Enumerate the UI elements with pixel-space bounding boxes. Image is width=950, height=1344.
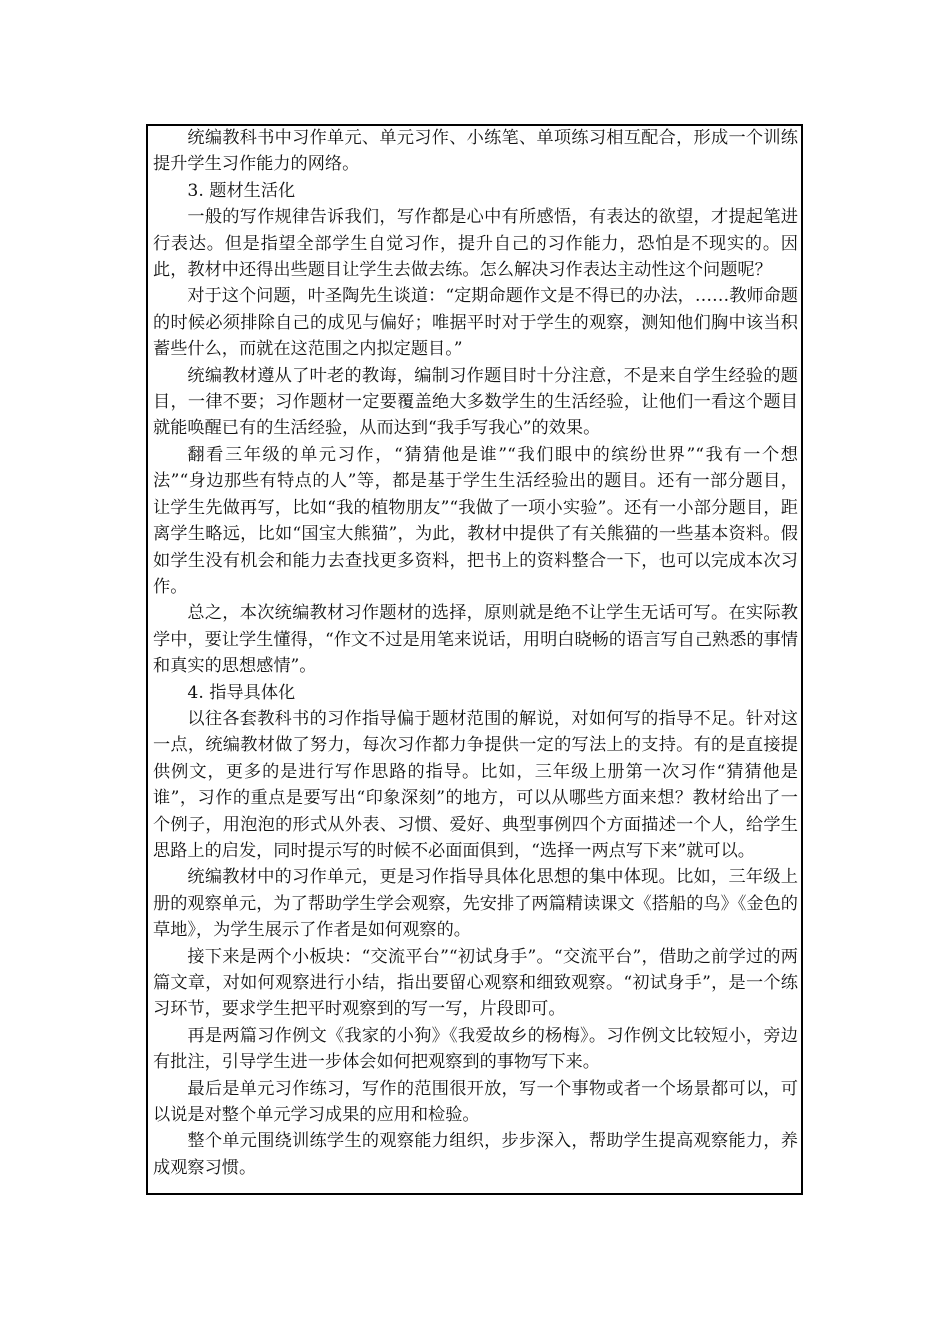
paragraph: 再是两篇习作例文《我家的小狗》《我爱故乡的杨梅》。习作例文比较短小，旁边有批注，引导学生进一步体会如何把观察到的事物写下来。 (153, 1025, 798, 1073)
paragraph: 统编教材遵从了叶老的教诲，编制习作题目时十分注意，不是来自学生经验的题目，一律不要；习作题材一定要覆盖绝大多数学生的生活经验，让他们一看这个题目就能唤醒已有的生活经验，从而达到“我手写我心”的效果。 (153, 365, 798, 439)
paragraph: 对于这个问题，叶圣陶先生谈道：“定期命题作文是不得已的办法，……教师命题的时候必须排除自己的成见与偏好；唯据平时对于学生的观察，测知他们胸中该当积蓄些什么，而就在这范围之内拟定题目。” (153, 286, 798, 360)
section-heading: 4. 指导具体化 (187, 682, 296, 703)
paragraph: 总之，本次统编教材习作题材的选择，原则就是绝不让学生无话可写。在实际教学中，要让学生懂得，“作文不过是用笔来说话，用明白晓畅的语言写自己熟悉的事情和真实的思想感情”。 (153, 603, 798, 677)
paragraph: 统编教材中的习作单元，更是习作指导具体化思想的集中体现。比如，三年级上册的观察单元，为了帮助学生学会观察，先安排了两篇精读课文《搭船的鸟》《金色的草地》，为学生展示了作者是如何观察的。 (153, 867, 798, 941)
paragraph: 统编教科书中习作单元、单元习作、小练笔、单项练习相互配合，形成一个训练提升学生习作能力的网络。 (153, 128, 798, 175)
paragraph: 一般的写作规律告诉我们，写作都是心中有所感悟，有表达的欲望，才提起笔进行表达。但是指望全部学生自觉习作，提升自己的习作能力，恐怕是不现实的。因此，教材中还得出些题目让学生去做去练。怎么解决习作表达主动性这个问题呢？ (153, 207, 798, 281)
paragraph: 接下来是两个小板块：“交流平台”“初试身手”。“交流平台”，借助之前学过的两篇文章，对如何观察进行小结，指出要留心观察和细致观察。“初试身手”，是一个练习环节，要求学生把平时观察到的写一写，片段即可。 (153, 946, 798, 1020)
document-body (153, 125, 798, 1181)
paragraph: 翻看三年级的单元习作，“猜猜他是谁”“我们眼中的缤纷世界”“我有一个想法”“身边那些有特点的人”等，都是基于学生生活经验出的题目。还有一部分题目，让学生先做再写，比如“我的植物朋友”“我做了一项小实验”。还有一小部分题目，距离学生略远，比如“国宝大熊猫”，为此，教材中提供了有关熊猫的一些基本资料。假如学生没有机会和能力去查找更多资料，把书上的资料整合一下，也可以完成本次习作。 (153, 444, 798, 597)
paragraph: 以往各套教科书的习作指导偏于题材范围的解说，对如何写的指导不足。针对这一点，统编教材做了努力，每次习作都力争提供一定的写法上的支持。有的是直接提供例文，更多的是进行写作思路的指导。比如，三年级上册第一次习作“猜猜他是谁”，习作的重点是要写出“印象深刻”的地方，可以从哪些方面来想？教材给出了一个例子，用泡泡的形式从外表、习惯、爱好、典型事例四个方面描述一个人，给学生思路上的启发，同时提示写的时候不必面面俱到，“选择一两点写下来”就可以。 (153, 708, 798, 861)
paragraph: 最后是单元习作练习，写作的范围很开放，写一个事物或者一个场景都可以，可以说是对整个单元学习成果的应用和检验。 (153, 1078, 798, 1126)
paragraph: 整个单元围绕训练学生的观察能力组织，步步深入，帮助学生提高观察能力，养成观察习惯。 (153, 1131, 798, 1178)
section-heading: 3. 题材生活化 (187, 180, 296, 201)
